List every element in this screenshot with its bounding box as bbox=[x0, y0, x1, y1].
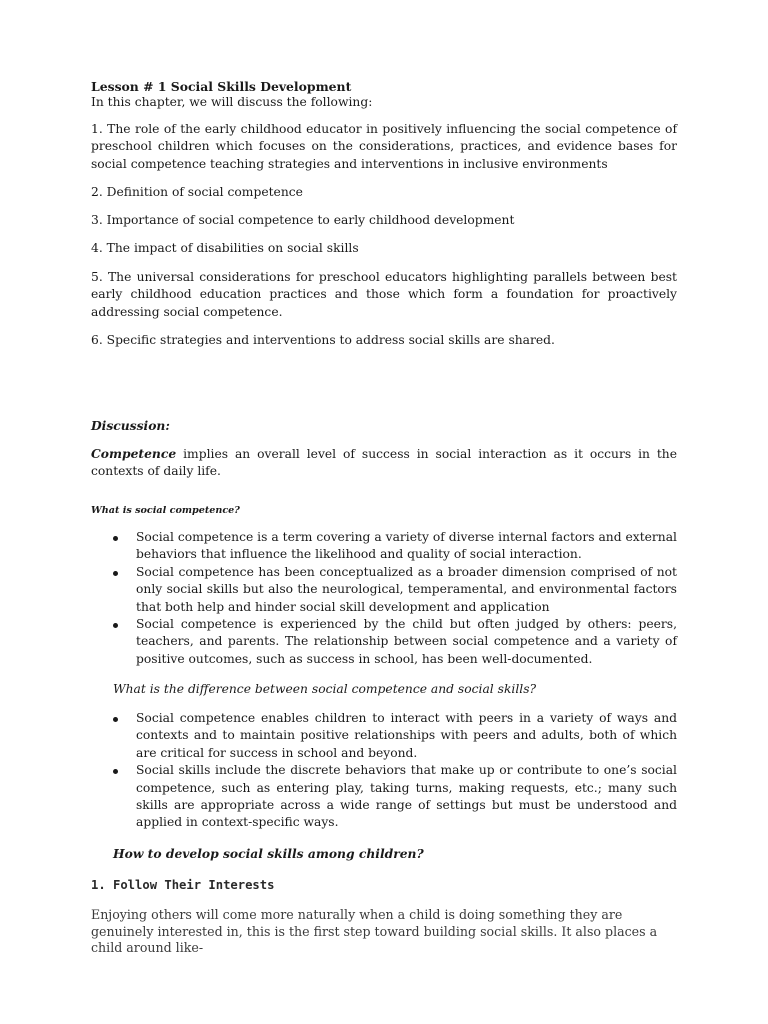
discussion-heading: Discussion: bbox=[91, 418, 170, 433]
list-item bbox=[91, 710, 677, 762]
document-page bbox=[91, 0, 677, 1024]
list-item-2: 2. Definition of social competence bbox=[91, 185, 303, 199]
bullet-text: Social skills include the discrete behaviors that make up or contribute to one’s social competence, such as entering play, taking turns, making requests, etc.; many such skills are appropriate across a wide range of settings but must be understood and applied in context-specific ways. bbox=[136, 763, 677, 830]
bullet-icon bbox=[113, 769, 118, 774]
competence-definition-text: implies an overall level of success in social interaction as it occurs in the contexts of daily life. bbox=[91, 447, 677, 479]
q1-heading: What is social competence? bbox=[91, 505, 240, 516]
bullet-text: Social competence enables children to interact with peers in a variety of ways and contexts and to maintain positive relationships with peers and adults, both of which are critical for success in school and beyond. bbox=[136, 711, 677, 760]
list-item bbox=[91, 616, 677, 668]
q2-bullet-list bbox=[91, 710, 677, 832]
bullet-text: Social competence is a term covering a variety of diverse internal factors and external behaviors that influence the likelihood and quality of social interaction. bbox=[136, 530, 677, 562]
bullet-icon bbox=[113, 623, 118, 628]
list-item-5: 5. The universal considerations for preschool educators highlighting parallels between best early childhood education practices and those which form a foundation for proactively addressing social competence. bbox=[91, 270, 677, 319]
list-item bbox=[91, 762, 677, 832]
q2-heading: What is the difference between social competence and social skills? bbox=[113, 682, 537, 696]
list-item bbox=[91, 564, 677, 616]
list-item bbox=[91, 529, 677, 564]
bullet-text: Social competence is experienced by the child but often judged by others: peers, teachers, and parents. The relationship between social competence and a variety of positive outcomes, such as success in school, has been well-documented. bbox=[136, 617, 677, 666]
list-item-3: 3. Importance of social competence to early childhood development bbox=[91, 213, 515, 227]
competence-term: Competence bbox=[91, 446, 177, 461]
list-item-6: 6. Specific strategies and interventions to address social skills are shared. bbox=[91, 333, 555, 347]
bullet-icon bbox=[113, 717, 118, 722]
list-item-1: 1. The role of the early childhood educator in positively influencing the social competence of preschool children which focuses on the considerations, practices, and evidence bases for social competence teaching strategies and interventions in inclusive environments bbox=[91, 122, 677, 171]
intro-text: In this chapter, we will discuss the following: bbox=[91, 95, 373, 109]
competence-definition bbox=[91, 445, 677, 481]
lesson-title: Lesson # 1 Social Skills Development bbox=[91, 79, 352, 94]
list-item-4: 4. The impact of disabilities on social skills bbox=[91, 241, 359, 255]
section1-heading: 1. Follow Their Interests bbox=[91, 878, 275, 892]
q3-heading: How to develop social skills among children? bbox=[113, 846, 424, 861]
bullet-icon bbox=[113, 536, 118, 541]
q1-bullet-list bbox=[91, 529, 677, 668]
bullet-icon bbox=[113, 571, 118, 576]
section1-text: Enjoying others will come more naturally when a child is doing something they are genuinely interested in, this is the first step toward building social skills. It also places a child around like- bbox=[91, 907, 658, 956]
bullet-text: Social competence has been conceptualized as a broader dimension comprised of not only social skills but also the neurological, temperamental, and environmental factors that both help and hinder social skill development and application bbox=[136, 564, 677, 614]
